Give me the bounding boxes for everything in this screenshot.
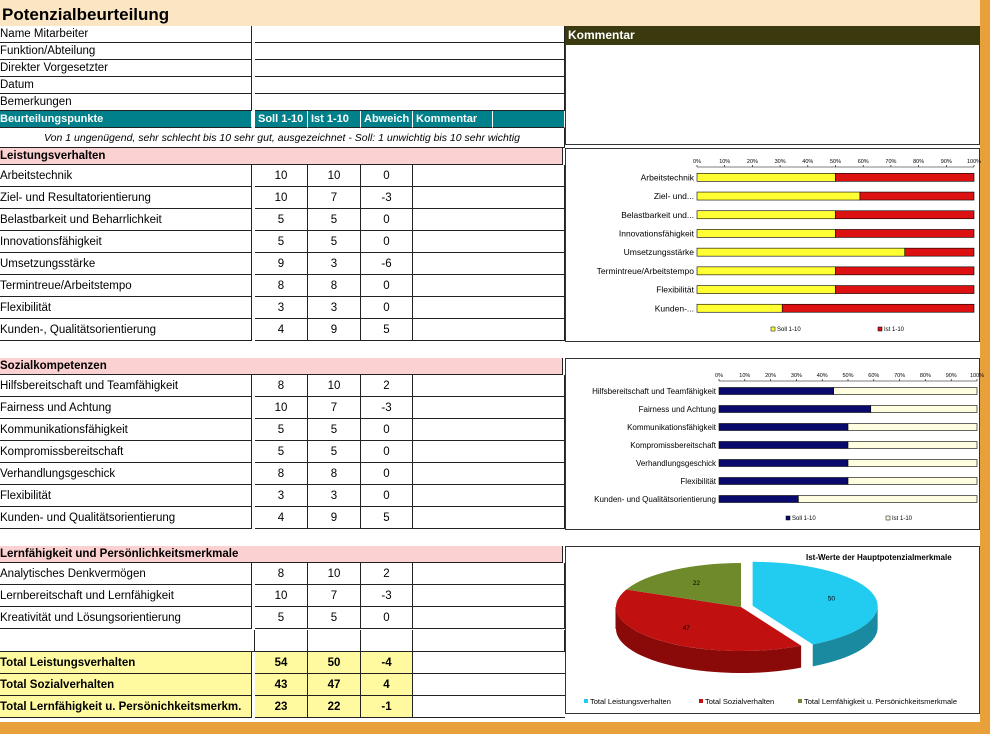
tick-label: 10% bbox=[739, 373, 751, 379]
legend-label: Soll 1-10 bbox=[777, 327, 801, 333]
kommentar-cell[interactable] bbox=[413, 563, 565, 585]
bar-ist bbox=[798, 496, 977, 503]
pie-data-label: 22 bbox=[692, 580, 701, 588]
chart-pie-ist-werte bbox=[565, 546, 980, 714]
category-label: Belastbarkeit und... bbox=[621, 209, 694, 220]
section-header: Lernfähigkeit und Persönlichkeitsmerkmale bbox=[0, 546, 563, 563]
info-label: Datum bbox=[0, 77, 252, 94]
info-value-input[interactable] bbox=[255, 43, 565, 60]
category-label: Verhandlungsgeschick bbox=[635, 459, 716, 468]
category-label: Kompromissbereitschaft bbox=[630, 441, 716, 450]
tick-label: 80% bbox=[913, 159, 925, 165]
legend-label: Ist 1-10 bbox=[884, 327, 905, 333]
soll-value[interactable]: 4 bbox=[255, 507, 308, 529]
row-label: Lernbereitschaft und Lernfähigkeit bbox=[0, 585, 252, 607]
soll-value[interactable]: 5 bbox=[255, 607, 308, 629]
bar-ist bbox=[836, 211, 975, 219]
bar-ist bbox=[871, 406, 977, 413]
ist-value[interactable]: 9 bbox=[308, 507, 361, 529]
abweichung-value: -6 bbox=[361, 253, 413, 275]
scale-note: Von 1 ungenügend, sehr schlecht bis 10 sehr gut, ausgezeichnet - Soll: 1 unwichtig bis 10 sehr wichtig bbox=[0, 128, 565, 148]
category-label: Flexibilität bbox=[656, 284, 694, 295]
ist-value[interactable]: 8 bbox=[308, 275, 361, 297]
abweichung-value: -3 bbox=[361, 585, 413, 607]
total-abw: -1 bbox=[361, 696, 413, 718]
row-label: Umsetzungsstärke bbox=[0, 253, 252, 275]
soll-value[interactable]: 5 bbox=[255, 419, 308, 441]
blank-row bbox=[308, 630, 361, 652]
abweichung-value: 5 bbox=[361, 319, 413, 341]
total-kommentar[interactable] bbox=[413, 696, 565, 718]
bar-soll bbox=[719, 460, 848, 467]
bar-ist bbox=[836, 229, 975, 237]
bar-soll bbox=[697, 229, 836, 237]
ist-value[interactable]: 9 bbox=[308, 319, 361, 341]
total-label: Total Lernfähigkeit u. Persönichkeitsmerkm. bbox=[0, 696, 252, 718]
chart-leistungsverhalten bbox=[565, 148, 980, 342]
chart-sozialkompetenzen-svg bbox=[566, 359, 985, 529]
row-label: Belastbarkeit und Beharrlichkeit bbox=[0, 209, 252, 231]
blank-row bbox=[0, 630, 255, 652]
kommentar-cell[interactable] bbox=[413, 585, 565, 607]
soll-value[interactable]: 8 bbox=[255, 463, 308, 485]
category-label: Kunden-... bbox=[654, 303, 694, 314]
tick-label: 20% bbox=[746, 159, 758, 165]
blank-row bbox=[361, 630, 413, 652]
bar-soll bbox=[719, 442, 848, 449]
tick-label: 40% bbox=[802, 159, 814, 165]
category-label: Arbeitstechnik bbox=[640, 172, 694, 183]
bar-ist bbox=[848, 424, 977, 431]
kommentar-header: Kommentar bbox=[565, 26, 980, 45]
soll-value[interactable]: 3 bbox=[255, 297, 308, 319]
category-label: Hilfsbereitschaft und Teamfähigkeit bbox=[592, 387, 716, 396]
row-label: Verhandlungsgeschick bbox=[0, 463, 252, 485]
total-label: Total Sozialverhalten bbox=[0, 674, 252, 696]
info-value-input[interactable] bbox=[255, 94, 565, 111]
tick-label: 90% bbox=[945, 373, 957, 379]
ist-value[interactable]: 8 bbox=[308, 463, 361, 485]
kommentar-cell[interactable] bbox=[413, 419, 565, 441]
ist-value[interactable]: 5 bbox=[308, 607, 361, 629]
legend-swatch bbox=[584, 699, 588, 703]
soll-value[interactable]: 10 bbox=[255, 585, 308, 607]
tick-label: 80% bbox=[919, 373, 931, 379]
soll-value[interactable]: 8 bbox=[255, 275, 308, 297]
soll-value[interactable]: 8 bbox=[255, 563, 308, 585]
category-label: Innovationsfähigkeit bbox=[618, 228, 694, 239]
legend-label: Total Leistungsverhalten bbox=[590, 697, 671, 706]
ist-value[interactable]: 5 bbox=[308, 231, 361, 253]
info-label: Funktion/Abteilung bbox=[0, 43, 252, 60]
abweichung-value: 0 bbox=[361, 165, 413, 187]
bar-ist bbox=[836, 267, 975, 275]
tick-label: 30% bbox=[790, 373, 802, 379]
bar-soll bbox=[719, 406, 871, 413]
header-abweichung: Abweich bbox=[361, 111, 413, 128]
page-title: Potenzialbeurteilung bbox=[0, 0, 980, 26]
soll-value[interactable]: 5 bbox=[255, 209, 308, 231]
tick-label: 50% bbox=[829, 159, 842, 165]
soll-value[interactable]: 10 bbox=[255, 165, 308, 187]
kommentar-cell[interactable] bbox=[413, 209, 565, 231]
bar-ist bbox=[836, 173, 975, 181]
kommentar-cell[interactable] bbox=[413, 275, 565, 297]
ist-value[interactable]: 7 bbox=[308, 187, 361, 209]
category-label: Umsetzungsstärke bbox=[623, 247, 694, 258]
tick-label: 100% bbox=[966, 159, 982, 165]
header-kommentar: Kommentar bbox=[413, 111, 493, 128]
tick-label: 30% bbox=[774, 159, 786, 165]
bar-soll bbox=[697, 304, 782, 312]
kommentar-cell[interactable] bbox=[413, 463, 565, 485]
tick-label: 20% bbox=[765, 373, 777, 379]
bar-soll bbox=[719, 424, 848, 431]
total-abw: -4 bbox=[361, 652, 413, 674]
row-label: Ziel- und Resultatorientierung bbox=[0, 187, 252, 209]
tick-label: 0% bbox=[693, 159, 701, 165]
bar-ist bbox=[848, 442, 977, 449]
soll-value[interactable]: 3 bbox=[255, 485, 308, 507]
kommentar-cell[interactable] bbox=[413, 607, 565, 629]
info-value-input[interactable] bbox=[255, 77, 565, 94]
legend-swatch bbox=[771, 327, 775, 331]
kommentar-cell[interactable] bbox=[413, 187, 565, 209]
blank-row bbox=[255, 630, 308, 652]
abweichung-value: 0 bbox=[361, 209, 413, 231]
row-label: Kreativität und Lösungsorientierung bbox=[0, 607, 252, 629]
info-label: Bemerkungen bbox=[0, 94, 252, 111]
category-label: Ziel- und... bbox=[653, 191, 694, 202]
abweichung-value: 0 bbox=[361, 485, 413, 507]
category-label: Fairness und Achtung bbox=[638, 405, 716, 414]
chart-title: Ist-Werte der Hauptpotenzialmerkmale bbox=[806, 553, 952, 562]
legend-swatch bbox=[886, 516, 890, 520]
bar-ist bbox=[860, 192, 974, 200]
legend-swatch bbox=[786, 516, 790, 520]
ist-value[interactable]: 10 bbox=[308, 165, 361, 187]
abweichung-value: -3 bbox=[361, 397, 413, 419]
header-soll: Soll 1-10 bbox=[255, 111, 308, 128]
bar-soll bbox=[697, 192, 860, 200]
tick-label: 60% bbox=[868, 373, 880, 379]
abweichung-value: -3 bbox=[361, 187, 413, 209]
soll-value[interactable]: 10 bbox=[255, 397, 308, 419]
bar-soll bbox=[697, 286, 836, 294]
total-label: Total Leistungsverhalten bbox=[0, 652, 252, 674]
pie-data-label: 50 bbox=[827, 595, 835, 603]
total-abw: 4 bbox=[361, 674, 413, 696]
row-label: Kunden-, Qualitätsorientierung bbox=[0, 319, 252, 341]
kommentar-box[interactable] bbox=[565, 45, 980, 145]
bar-ist bbox=[836, 286, 975, 294]
abweichung-value: 0 bbox=[361, 441, 413, 463]
row-label: Kunden- und Qualitätsorientierung bbox=[0, 507, 252, 529]
legend-swatch bbox=[798, 699, 802, 703]
ist-value[interactable]: 10 bbox=[308, 563, 361, 585]
row-label: Termintreue/Arbeitstempo bbox=[0, 275, 252, 297]
ist-value[interactable]: 3 bbox=[308, 297, 361, 319]
soll-value[interactable]: 10 bbox=[255, 187, 308, 209]
total-soll: 54 bbox=[255, 652, 308, 674]
kommentar-cell[interactable] bbox=[413, 375, 565, 397]
ist-value[interactable]: 5 bbox=[308, 441, 361, 463]
total-soll: 23 bbox=[255, 696, 308, 718]
category-label: Flexibilität bbox=[680, 477, 716, 486]
category-label: Kunden- und Qualitätsorientierung bbox=[594, 495, 716, 504]
section-header: Leistungsverhalten bbox=[0, 148, 563, 165]
legend-label: Total Sozialverhalten bbox=[705, 697, 775, 706]
total-kommentar[interactable] bbox=[413, 652, 565, 674]
abweichung-value: 5 bbox=[361, 507, 413, 529]
abweichung-value: 0 bbox=[361, 297, 413, 319]
legend-swatch bbox=[699, 699, 703, 703]
bar-ist bbox=[782, 304, 974, 312]
tick-label: 90% bbox=[940, 159, 952, 165]
abweichung-value: 2 bbox=[361, 563, 413, 585]
total-ist: 47 bbox=[308, 674, 361, 696]
row-label: Kommunikationsfähigkeit bbox=[0, 419, 252, 441]
ist-value[interactable]: 10 bbox=[308, 375, 361, 397]
kommentar-cell[interactable] bbox=[413, 297, 565, 319]
row-label: Hilfsbereitschaft und Teamfähigkeit bbox=[0, 375, 252, 397]
ist-value[interactable]: 7 bbox=[308, 397, 361, 419]
bar-ist bbox=[834, 388, 977, 395]
category-label: Kommunikationsfähigkeit bbox=[627, 423, 716, 432]
row-label: Fairness und Achtung bbox=[0, 397, 252, 419]
section-header: Sozialkompetenzen bbox=[0, 358, 563, 375]
soll-value[interactable]: 9 bbox=[255, 253, 308, 275]
chart-leistungsverhalten-svg bbox=[566, 149, 982, 341]
info-label: Direkter Vorgesetzter bbox=[0, 60, 252, 77]
tick-label: 0% bbox=[715, 373, 723, 379]
ist-value[interactable]: 5 bbox=[308, 209, 361, 231]
row-label: Analytisches Denkvermögen bbox=[0, 563, 252, 585]
ist-value[interactable]: 5 bbox=[308, 419, 361, 441]
chart-pie-ist-werte-svg bbox=[566, 547, 979, 713]
tick-label: 60% bbox=[857, 159, 869, 165]
tick-label: 50% bbox=[842, 373, 854, 379]
kommentar-cell[interactable] bbox=[413, 507, 565, 529]
abweichung-value: 0 bbox=[361, 607, 413, 629]
category-label: Termintreue/Arbeitstempo bbox=[596, 265, 694, 276]
bar-soll bbox=[697, 211, 836, 219]
abweichung-value: 0 bbox=[361, 419, 413, 441]
abweichung-value: 0 bbox=[361, 231, 413, 253]
row-label: Innovationsfähigkeit bbox=[0, 231, 252, 253]
header-ist: Ist 1-10 bbox=[308, 111, 361, 128]
bar-soll bbox=[697, 248, 905, 256]
abweichung-value: 2 bbox=[361, 375, 413, 397]
info-value-input[interactable] bbox=[255, 60, 565, 77]
kommentar-cell[interactable] bbox=[413, 441, 565, 463]
legend-label: Total Lernfähigkeit u. Persönichkeitsmerkmale bbox=[804, 697, 957, 706]
abweichung-value: 0 bbox=[361, 275, 413, 297]
header-blank bbox=[493, 111, 565, 128]
tick-label: 10% bbox=[719, 159, 731, 165]
tick-label: 100% bbox=[969, 373, 985, 379]
soll-value[interactable]: 5 bbox=[255, 441, 308, 463]
chart-sozialkompetenzen bbox=[565, 358, 985, 530]
kommentar-cell[interactable] bbox=[413, 231, 565, 253]
bar-ist bbox=[848, 478, 977, 485]
ist-value[interactable]: 3 bbox=[308, 485, 361, 507]
soll-value[interactable]: 4 bbox=[255, 319, 308, 341]
header-beurteilungspunkte: Beurteilungspunkte bbox=[0, 111, 252, 128]
soll-value[interactable]: 8 bbox=[255, 375, 308, 397]
row-label: Flexibilität bbox=[0, 485, 252, 507]
bar-soll bbox=[697, 173, 836, 181]
soll-value[interactable]: 5 bbox=[255, 231, 308, 253]
bar-ist bbox=[848, 460, 977, 467]
bar-soll bbox=[697, 267, 836, 275]
tick-label: 70% bbox=[894, 373, 906, 379]
tick-label: 70% bbox=[885, 159, 897, 165]
kommentar-cell[interactable] bbox=[413, 253, 565, 275]
tick-label: 40% bbox=[816, 373, 828, 379]
kommentar-cell[interactable] bbox=[413, 319, 565, 341]
abweichung-value: 0 bbox=[361, 463, 413, 485]
kommentar-cell[interactable] bbox=[413, 397, 565, 419]
total-kommentar[interactable] bbox=[413, 674, 565, 696]
row-label: Kompromissbereitschaft bbox=[0, 441, 252, 463]
row-label: Flexibilität bbox=[0, 297, 252, 319]
bar-soll bbox=[719, 496, 798, 503]
info-value-input[interactable] bbox=[255, 26, 565, 43]
info-label: Name Mitarbeiter bbox=[0, 26, 252, 43]
bar-ist bbox=[905, 248, 974, 256]
legend-label: Ist 1-10 bbox=[892, 516, 913, 522]
blank-row bbox=[413, 630, 565, 652]
total-ist: 50 bbox=[308, 652, 361, 674]
total-soll: 43 bbox=[255, 674, 308, 696]
ist-value[interactable]: 7 bbox=[308, 585, 361, 607]
legend-swatch bbox=[878, 327, 882, 331]
legend-label: Soll 1-10 bbox=[792, 516, 816, 522]
total-ist: 22 bbox=[308, 696, 361, 718]
row-label: Arbeitstechnik bbox=[0, 165, 252, 187]
bar-soll bbox=[719, 478, 848, 485]
pie-data-label: 47 bbox=[682, 625, 690, 633]
kommentar-cell[interactable] bbox=[413, 165, 565, 187]
kommentar-cell[interactable] bbox=[413, 485, 565, 507]
bar-soll bbox=[719, 388, 834, 395]
ist-value[interactable]: 3 bbox=[308, 253, 361, 275]
